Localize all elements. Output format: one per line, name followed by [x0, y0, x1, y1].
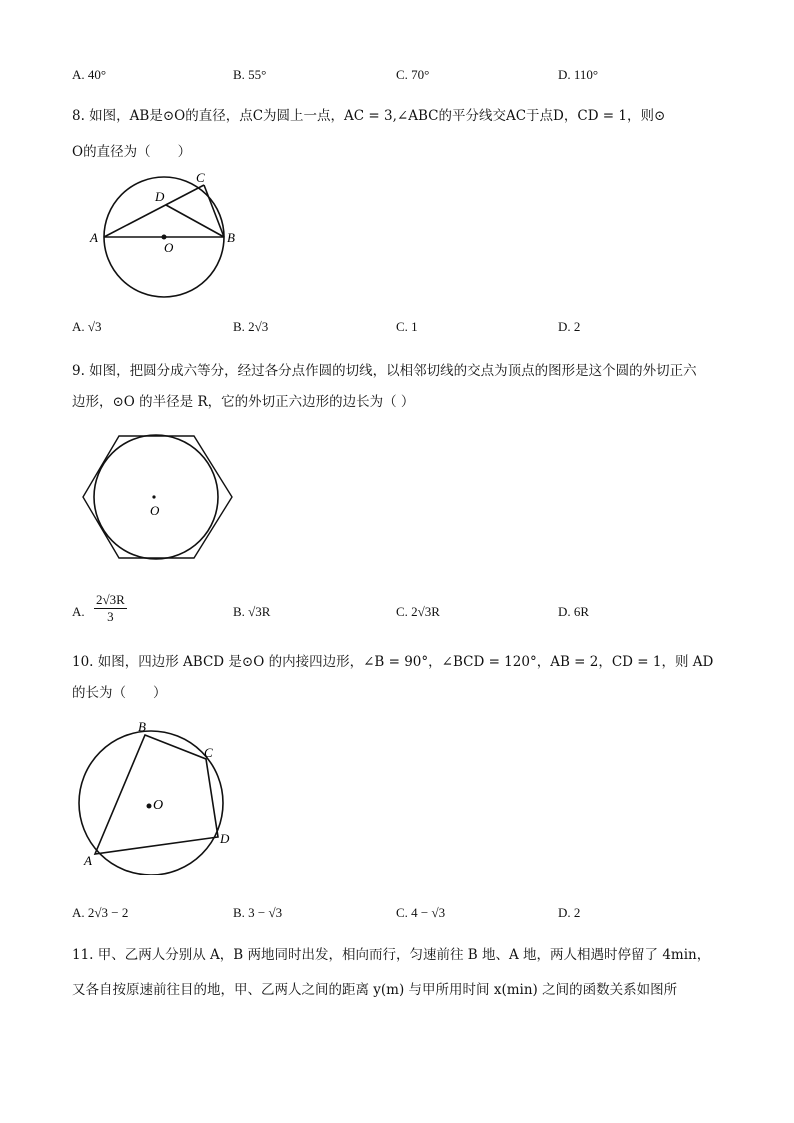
q11-stem-line2: 又各自按原速前往目的地，甲、乙两人之间的距离 y(m) 与甲所用时间 x(min) 之间的函数关系如图所	[72, 982, 678, 998]
q10-quadrilateral	[95, 735, 218, 854]
q7-option-b: B. 55°	[233, 67, 267, 82]
q9-option-d: D. 6R	[558, 604, 590, 619]
q10-label-o: O	[153, 798, 164, 813]
q10-figure	[75, 715, 245, 875]
q8-center-dot	[162, 235, 167, 240]
q9-option-a-fraction	[94, 592, 127, 625]
q9-option-a-numerator: 2√3R	[96, 592, 125, 607]
q8-option-d: D. 2	[558, 319, 581, 334]
q8-bisector-bd	[166, 205, 224, 237]
q10-stem-line1: 10. 如图，四边形 ABCD 是⊙O 的内接四边形，∠B = 90°，∠BCD = 120°，AB = 2，CD = 1，则 AD	[72, 654, 714, 670]
q9-hexagon	[83, 436, 232, 558]
q8-label-o: O	[164, 240, 174, 255]
q10-center-dot	[147, 804, 152, 809]
q9-option-a-prefix: A.	[72, 604, 85, 619]
q9-option-a-denominator: 3	[107, 609, 114, 624]
q9-circle	[94, 435, 218, 559]
q9-option-c: C. 2√3R	[396, 604, 440, 619]
q7-option-a: A. 40°	[72, 67, 107, 82]
q9-figure	[80, 430, 235, 565]
q8-stem-line1: 8. 如图，AB是⊙O的直径，点C为圆上一点，AC = 3,∠ABC的平分线交AC于点D，CD = 1，则⊙	[72, 108, 666, 124]
q9-label-o: O	[150, 503, 160, 518]
q9-stem-line2: 边形，⊙O 的半径是 R，它的外切正六边形的边长为（ ）	[72, 394, 415, 410]
q8-label-b: B	[227, 230, 235, 245]
q7-option-c: C. 70°	[396, 67, 430, 82]
q10-option-c: C. 4 − √3	[396, 905, 446, 920]
q10-option-b: B. 3 − √3	[233, 905, 283, 920]
q8-label-a: A	[90, 230, 98, 245]
q8-chord-ac	[104, 185, 204, 237]
q9-stem-line1: 9. 如图，把圆分成六等分，经过各分点作圆的切线，以相邻切线的交点为顶点的图形是这个圆的外切正六	[72, 363, 697, 379]
q8-option-b: B. 2√3	[233, 319, 269, 334]
q9-option-b: B. √3R	[233, 604, 271, 619]
q10-stem-line2: 的长为（ ）	[72, 685, 167, 701]
q10-label-d: D	[220, 831, 230, 846]
q8-figure	[80, 165, 260, 310]
q8-option-a: A. √3	[72, 319, 102, 334]
q10-label-c: C	[204, 745, 213, 760]
q8-stem-line2: O的直径为（ ）	[72, 144, 192, 160]
q10-option-a: A. 2√3 − 2	[72, 905, 129, 920]
q11-stem-line1: 11. 甲、乙两人分别从 A，B 两地同时出发，相向而行，匀速前往 B 地、A 地，两人相遇时停留了 4min，	[72, 947, 711, 963]
q10-option-d: D. 2	[558, 905, 581, 920]
q7-option-d: D. 110°	[558, 67, 599, 82]
q8-option-c: C. 1	[396, 319, 418, 334]
q8-chord-cb	[204, 185, 224, 237]
q9-center-dot	[152, 495, 155, 498]
q10-label-b: B	[138, 719, 146, 734]
q8-label-c: C	[196, 170, 205, 185]
q10-label-a: A	[84, 853, 92, 868]
q8-label-d: D	[155, 189, 165, 204]
